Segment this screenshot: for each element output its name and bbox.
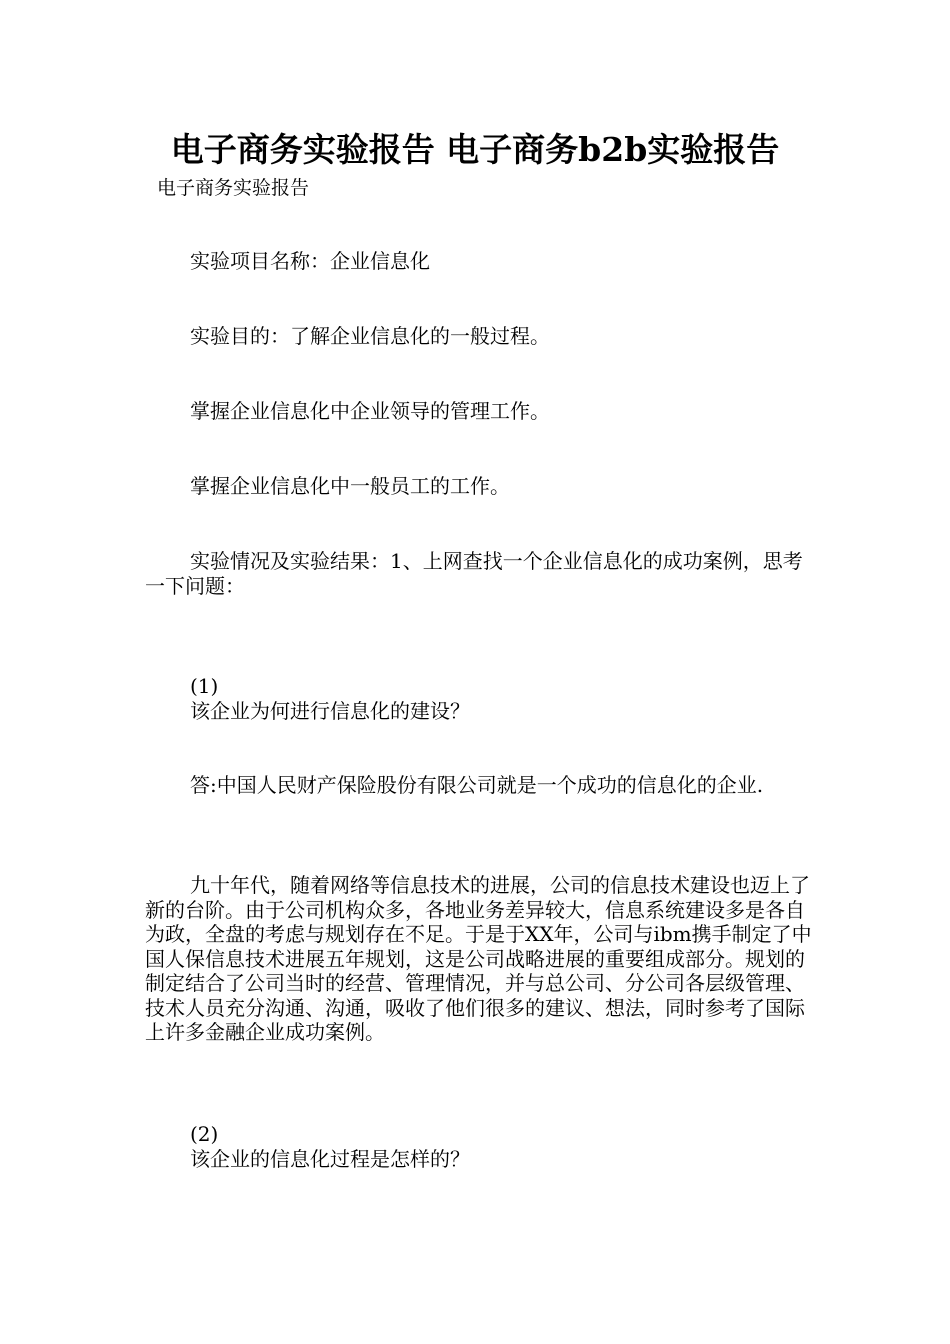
question-2: 该企业的信息化过程是怎样的？ [190,1147,470,1171]
question-1: 该企业为何进行信息化的建设？ [190,699,470,723]
document-subtitle: 电子商务实验报告 [157,177,310,199]
paragraph-purpose: 实验目的：了解企业信息化的一般过程。 [190,324,550,348]
paragraph-staff-work: 掌握企业信息化中一般员工的工作。 [190,474,510,498]
paragraph-project-name: 实验项目名称：企业信息化 [190,249,430,273]
paragraph-results: 实验情况及实验结果：1、上网查找一个企业信息化的成功案例，思考一下问题： [145,549,803,598]
question-number-1: (1) [190,674,219,698]
question-number-2: (2) [190,1122,219,1146]
document-title: 电子商务实验报告 电子商务b2b实验报告 [170,130,780,169]
paragraph-history: 九十年代，随着网络等信息技术的进展，公司的信息技术建设也迈上了新的台阶。由于公司机构众多，各地业务差异较大，信息系统建设多是各自为政，全盘的考虑与规划存在不足。于是于XX年，公司与ibm携手制定了中国人保信息技术进展五年规划，这是公司战略进展的重要组成部分。规划的制定结合了公司当时的经营、管理情况，并与总公司、分公司各层级管理、技术人员充分沟通、沟通，吸收了他们很多的建议、想法，同时参考了国际上许多金融企业成功案例。 [145,873,812,1044]
paragraph-leader-work: 掌握企业信息化中企业领导的管理工作。 [190,399,550,423]
answer-1: 答:中国人民财产保险股份有限公司就是一个成功的信息化的企业. [190,773,764,797]
